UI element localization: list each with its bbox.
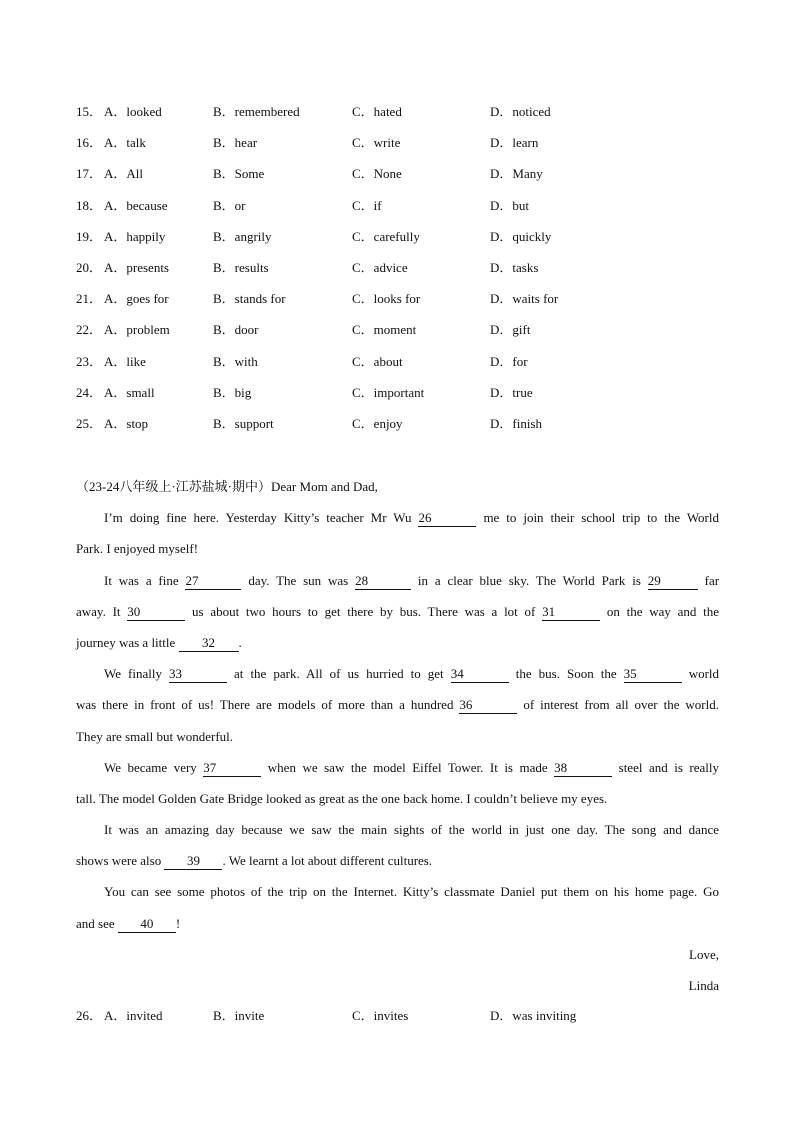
option-d: D．tasks xyxy=(490,259,539,275)
text-run: It was an amazing day because we saw the main sights of the world in just one day. The song and dance xyxy=(104,822,719,838)
text-run: far xyxy=(704,572,720,588)
text-run: We became very xyxy=(104,759,204,775)
blank-26: 26 xyxy=(418,510,476,527)
option-c: C．advice xyxy=(352,259,408,275)
blank-28: 28 xyxy=(355,573,411,590)
paragraph-line xyxy=(76,756,719,787)
cloze-passage xyxy=(76,475,719,1005)
option-row-17 xyxy=(76,163,736,194)
paragraph-line xyxy=(76,912,719,943)
question-number: 21． xyxy=(76,291,103,307)
blank-38: 38 xyxy=(554,760,612,777)
option-c: C．about xyxy=(352,353,403,369)
text-run: . We learnt a lot about different cultures. xyxy=(222,853,433,869)
text-run: at the park. All of us hurried to get xyxy=(234,666,451,682)
option-d: D．finish xyxy=(490,415,543,431)
passage-heading xyxy=(76,475,719,506)
paragraph-line xyxy=(76,662,719,693)
option-row-24 xyxy=(76,382,736,413)
question-number: 20． xyxy=(76,259,103,275)
paragraph-line xyxy=(76,725,719,756)
option-b: B．support xyxy=(213,415,274,431)
letter-closing xyxy=(76,943,719,974)
option-b: B．big xyxy=(213,384,252,400)
option-c: C．important xyxy=(352,384,425,400)
text-run: the bus. Soon the xyxy=(515,666,624,682)
option-c: C．looks for xyxy=(352,291,421,307)
option-row-16 xyxy=(76,132,736,163)
text-run: ! xyxy=(175,915,181,931)
text-run: on the way and the xyxy=(606,603,720,619)
question-number: 18． xyxy=(76,197,103,213)
option-a: A．All xyxy=(104,166,144,182)
text-run: . xyxy=(238,634,242,650)
option-d: D．true xyxy=(490,384,533,400)
option-d: D．waits for xyxy=(490,291,559,307)
blank-29: 29 xyxy=(648,573,698,590)
text-run: us about two hours to get there by bus. There was a lot of xyxy=(192,603,543,619)
paragraph-line xyxy=(76,569,719,600)
option-b: B．results xyxy=(213,259,269,275)
text-run: and see xyxy=(76,915,118,931)
option-b: B．stands for xyxy=(213,291,286,307)
text-run: It was a fine xyxy=(104,572,186,588)
text-run: of interest from all over the world. xyxy=(523,697,720,713)
option-b: B．hear xyxy=(213,135,258,151)
option-d: D．was inviting xyxy=(490,1008,577,1023)
blank-30: 30 xyxy=(127,604,185,621)
text-run: They are small but wonderful. xyxy=(76,728,234,744)
paragraph-line xyxy=(76,818,719,849)
option-b: B．with xyxy=(213,353,258,369)
question-number: 19． xyxy=(76,228,103,244)
option-a: A．happily xyxy=(104,228,166,244)
option-a: A．small xyxy=(104,384,155,400)
option-c: C．enjoy xyxy=(352,415,403,431)
option-a: A．problem xyxy=(104,322,170,338)
option-a: A．talk xyxy=(104,135,146,151)
option-row-26 xyxy=(76,1005,736,1036)
paragraph-line xyxy=(76,600,719,631)
option-row-25 xyxy=(76,413,736,444)
option-b: B．remembered xyxy=(213,104,300,119)
option-a: A．because xyxy=(104,197,168,213)
text-run: in a clear blue sky. The World Park is xyxy=(417,572,648,588)
option-row-20 xyxy=(76,257,736,288)
option-a: A．presents xyxy=(104,259,169,275)
option-d: D．quickly xyxy=(490,228,552,244)
text-run: tall. The model Golden Gate Bridge looked as great as the one back home. I couldn’t believe my eyes. xyxy=(76,790,608,806)
option-a: A．invited xyxy=(104,1008,163,1023)
text-run: steel and is really xyxy=(618,759,719,775)
blank-36: 36 xyxy=(459,697,517,714)
option-c: C．hated xyxy=(352,104,402,119)
option-d: D．learn xyxy=(490,135,539,151)
text-run: was there in front of us! There are models of more than a hundred xyxy=(76,697,460,713)
paragraph-line xyxy=(76,631,719,662)
blank-32: 32 xyxy=(179,635,239,652)
blank-27: 27 xyxy=(185,573,241,590)
text-run: We finally xyxy=(104,666,169,682)
option-row-21 xyxy=(76,288,736,319)
text-run: Park. I enjoyed myself! xyxy=(76,541,199,557)
question-number: 25． xyxy=(76,415,103,431)
option-row-23 xyxy=(76,351,736,382)
option-b: B．angrily xyxy=(213,228,272,244)
question-number: 17． xyxy=(76,166,103,182)
question-number: 24． xyxy=(76,384,103,400)
option-d: D．Many xyxy=(490,166,543,182)
blank-34: 34 xyxy=(451,666,509,683)
question-number: 15． xyxy=(76,104,103,119)
option-a: A．stop xyxy=(104,415,149,431)
closing-text: Love, xyxy=(689,946,719,962)
text-run: shows were also xyxy=(76,853,165,869)
greeting: Dear Mom and Dad, xyxy=(271,479,378,494)
text-run: You can see some photos of the trip on the Internet. Kitty’s classmate Daniel put them on his home page. Go xyxy=(104,884,719,900)
blank-39: 39 xyxy=(164,853,222,870)
option-d: D．gift xyxy=(490,322,531,338)
option-a: A．goes for xyxy=(104,291,169,307)
option-d: D．for xyxy=(490,353,528,369)
paragraph-line xyxy=(76,880,719,911)
text-run: away. It xyxy=(76,603,128,619)
blank-31: 31 xyxy=(542,604,600,621)
options-list-26 xyxy=(76,1005,736,1036)
paragraph-line xyxy=(76,537,719,568)
text-run: day. The sun was xyxy=(248,572,356,588)
option-c: C．invites xyxy=(352,1008,409,1023)
paragraph-line xyxy=(76,849,719,880)
source-label: （23-24八年级上·江苏盐城·期中） xyxy=(76,479,271,494)
blank-40: 40 xyxy=(118,916,176,933)
blank-37: 37 xyxy=(203,760,261,777)
signature-text: Linda xyxy=(688,978,719,993)
letter-signature xyxy=(76,974,719,1005)
option-row-15 xyxy=(76,101,736,132)
question-number: 23． xyxy=(76,353,103,369)
text-run: me to join their school trip to the World xyxy=(483,510,719,526)
option-row-22 xyxy=(76,319,736,350)
option-d: D．but xyxy=(490,197,530,213)
text-run: when we saw the model Eiffel Tower. It is made xyxy=(267,759,555,775)
option-a: A．like xyxy=(104,353,146,369)
option-b: B．invite xyxy=(213,1008,265,1023)
option-b: B．door xyxy=(213,322,259,338)
text-run: world xyxy=(688,666,720,682)
option-b: B．or xyxy=(213,197,246,213)
blank-33: 33 xyxy=(169,666,227,683)
question-number: 22． xyxy=(76,322,103,338)
option-c: C．moment xyxy=(352,322,417,338)
option-row-18 xyxy=(76,195,736,226)
text-run: journey was a little xyxy=(76,634,179,650)
paragraph-line xyxy=(76,506,719,537)
option-b: B．Some xyxy=(213,166,265,182)
paragraph-line xyxy=(76,693,719,724)
option-c: C．None xyxy=(352,166,402,182)
option-c: C．carefully xyxy=(352,228,420,244)
options-list-15-25 xyxy=(76,101,736,444)
paragraph-line xyxy=(76,787,719,818)
option-row-19 xyxy=(76,226,736,257)
blank-35: 35 xyxy=(624,666,682,683)
text-run: I’m doing fine here. Yesterday Kitty’s teacher Mr Wu xyxy=(104,510,419,526)
option-c: C．write xyxy=(352,135,401,151)
question-number: 16． xyxy=(76,135,103,151)
question-number: 26． xyxy=(76,1008,103,1023)
option-c: C．if xyxy=(352,197,382,213)
option-d: D．noticed xyxy=(490,104,551,119)
option-a: A．looked xyxy=(104,104,162,119)
